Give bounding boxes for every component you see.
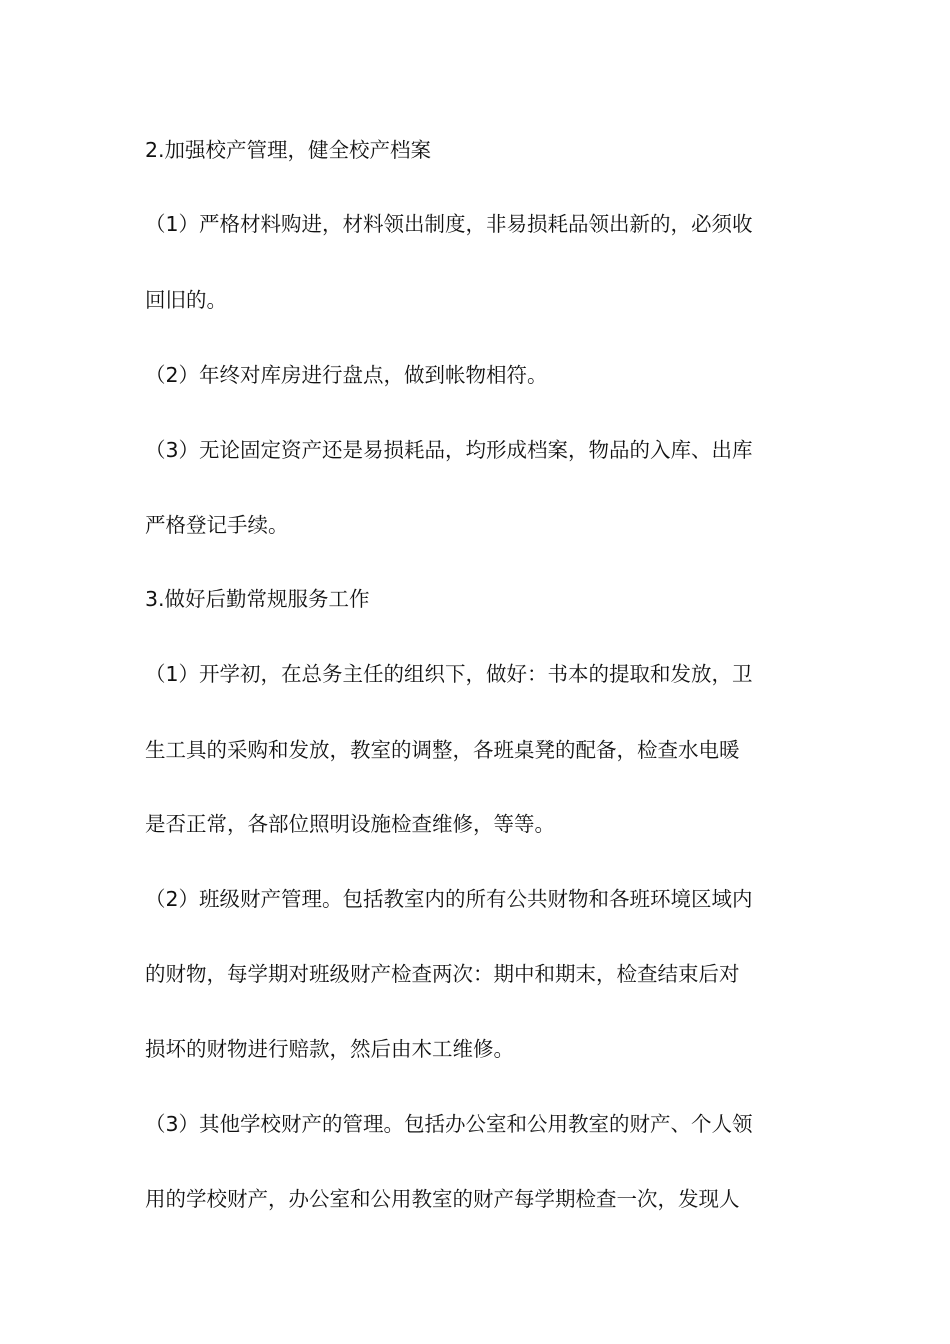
paragraph-line: 损坏的财物进行赔款，然后由木工维修。	[145, 1037, 514, 1061]
section-heading-2: 2.加强校产管理，健全校产档案	[145, 138, 432, 162]
paragraph-line: 严格登记手续。	[145, 513, 289, 537]
paragraph-line: （3）无论固定资产还是易损耗品，均形成档案，物品的入库、出库	[145, 438, 753, 462]
section-heading-3: 3.做好后勤常规服务工作	[145, 587, 370, 611]
paragraph-line: （1）开学初，在总务主任的组织下，做好：书本的提取和发放，卫	[145, 662, 753, 686]
paragraph-line: （2）班级财产管理。包括教室内的所有公共财物和各班环境区域内	[145, 887, 753, 911]
paragraph-line: 生工具的采购和发放，教室的调整，各班桌凳的配备，检查水电暖	[145, 738, 740, 762]
paragraph-line: （3）其他学校财产的管理。包括办公室和公用教室的财产、个人领	[145, 1112, 753, 1136]
paragraph-line: 用的学校财产，办公室和公用教室的财产每学期检查一次，发现人	[145, 1187, 740, 1211]
paragraph-line: 的财物，每学期对班级财产检查两次：期中和期末，检查结束后对	[145, 962, 740, 986]
paragraph-line: 是否正常，各部位照明设施检查维修，等等。	[145, 812, 555, 836]
paragraph-line: （2）年终对库房进行盘点，做到帐物相符。	[145, 363, 548, 387]
paragraph-line: 回旧的。	[145, 288, 227, 312]
paragraph-line: （1）严格材料购进，材料领出制度，非易损耗品领出新的，必须收	[145, 212, 753, 236]
